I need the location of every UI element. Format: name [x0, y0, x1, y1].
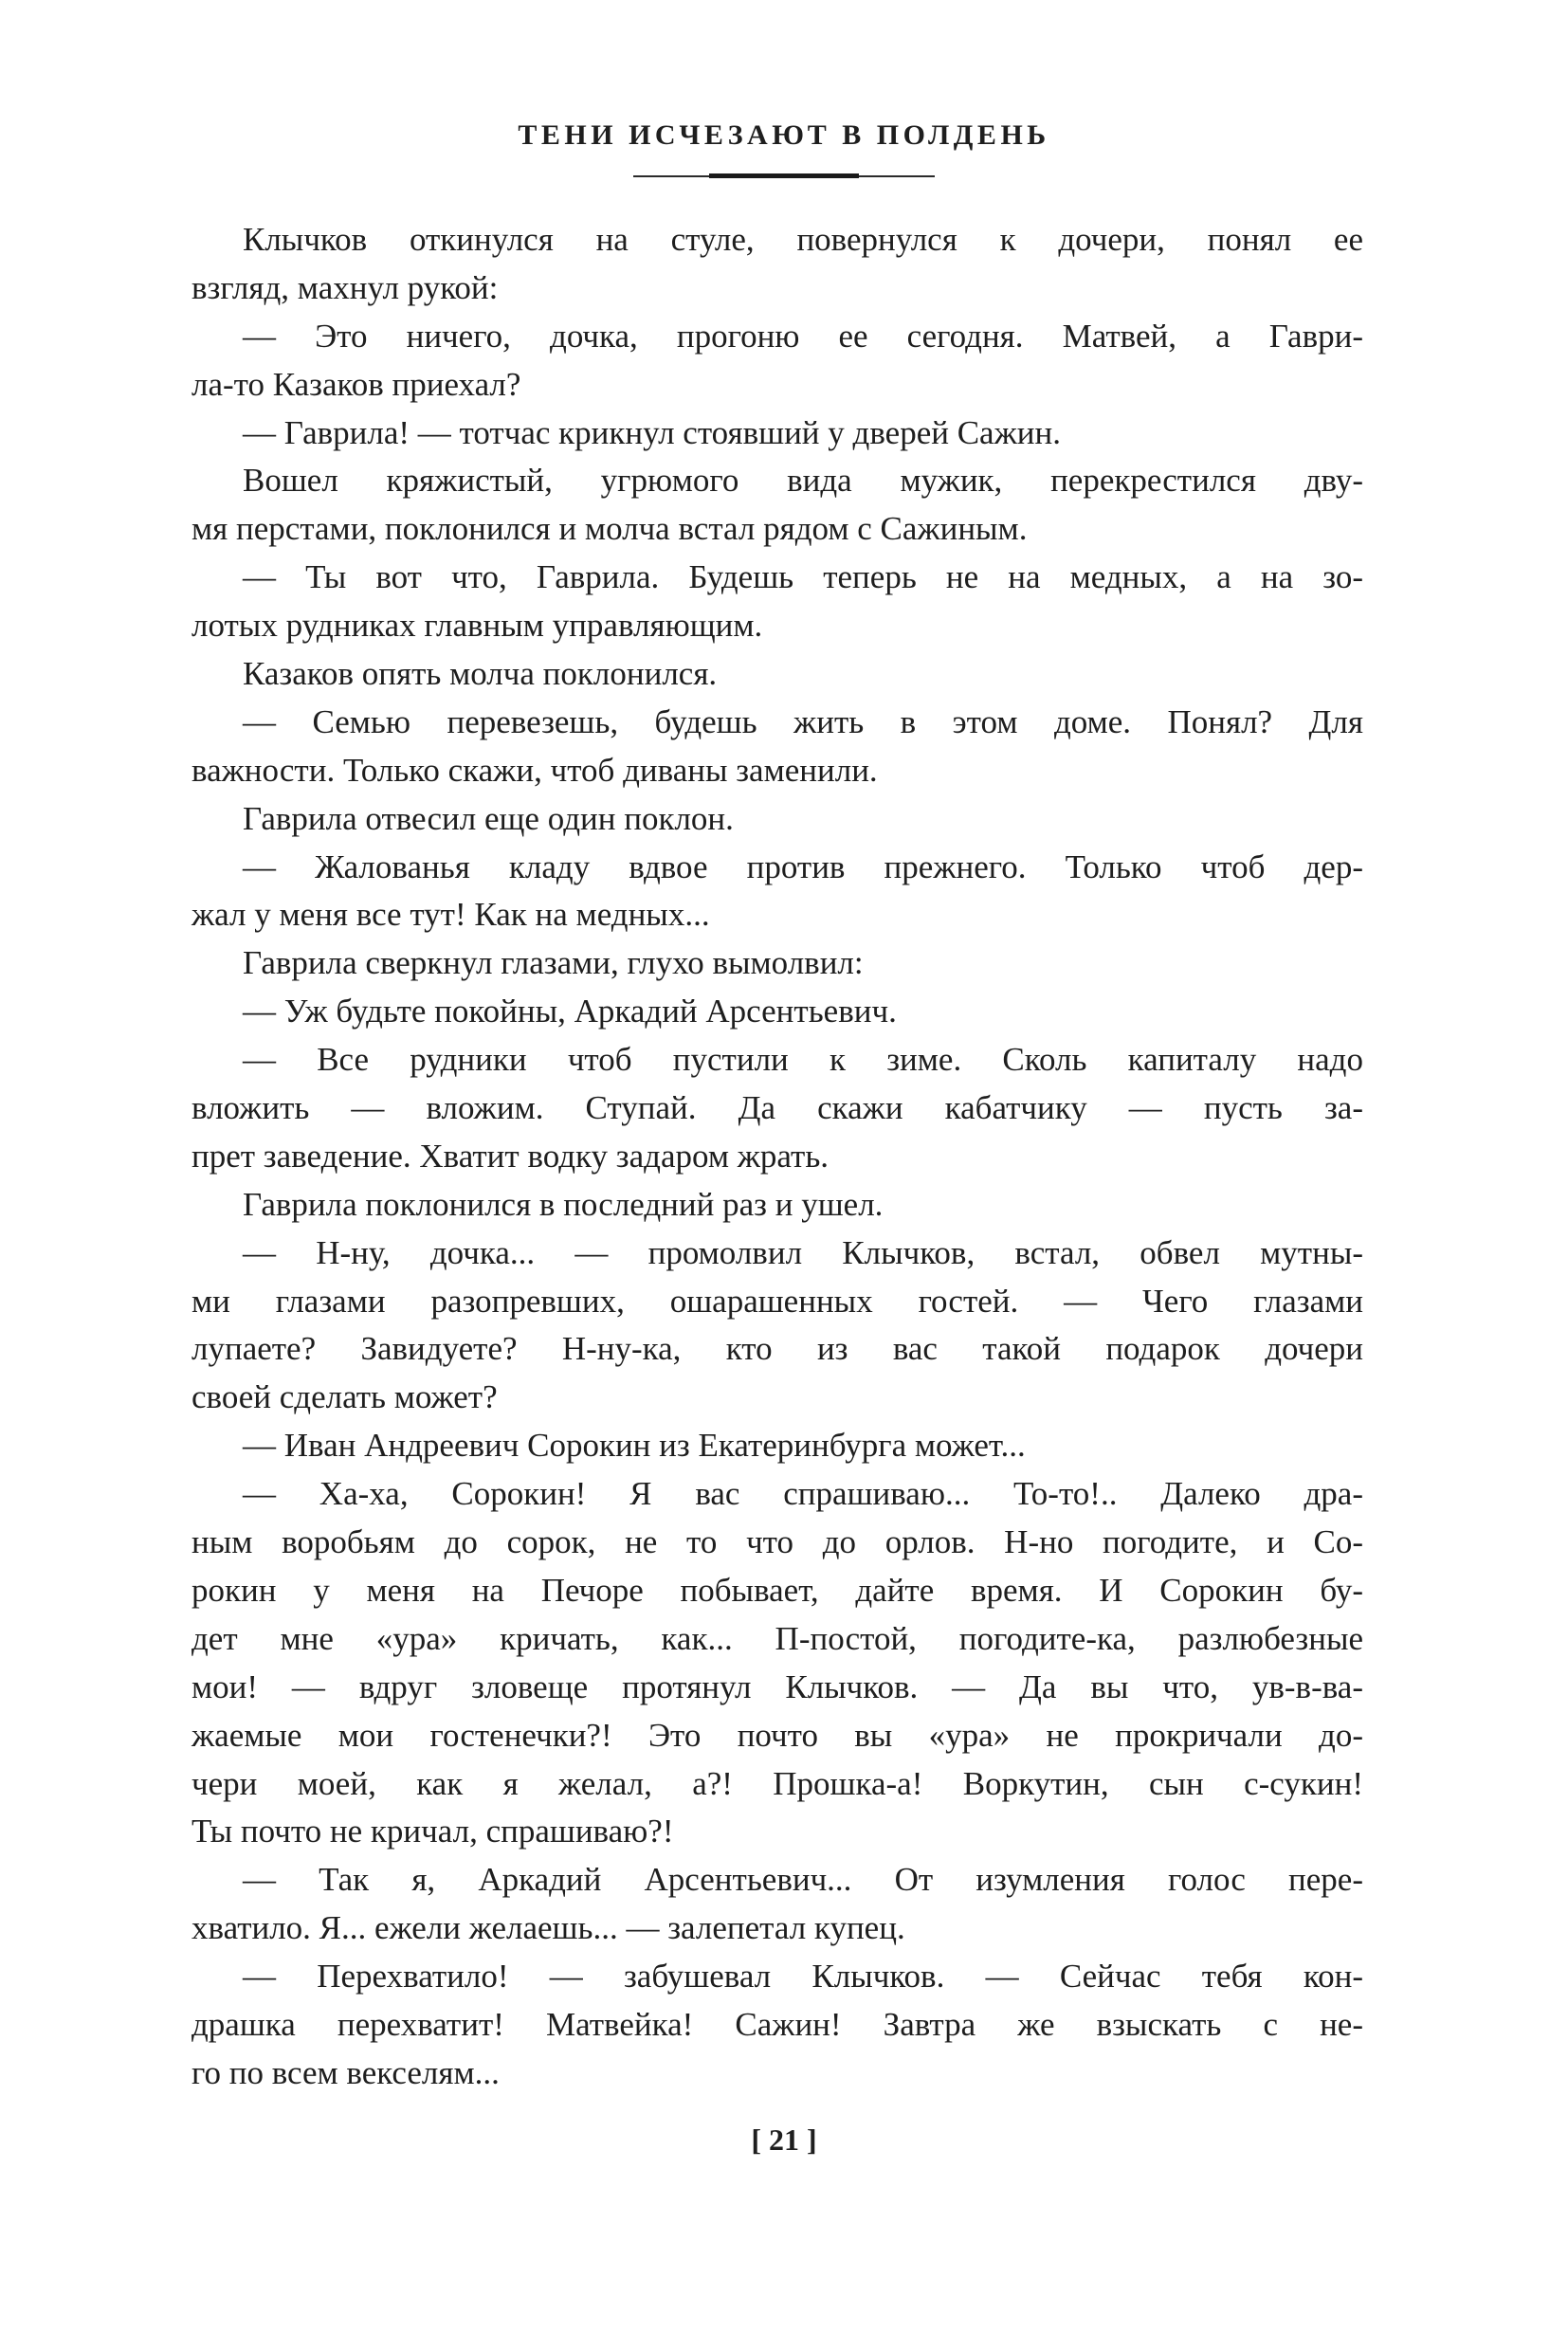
text-line: — Так я, Аркадий Арсентьевич... От изумления голос пере- [243, 1861, 1363, 1899]
text-line: — Семью перевезешь, будешь жить в этом доме. Понял? Для [243, 702, 1363, 740]
text-line: — Это ничего, дочка, прогоню ее сегодня. Матвей, а Гаври- [243, 317, 1363, 355]
text-line: вложить — вложим. Ступай. Да скажи кабатчику — пусть за- [191, 1089, 1363, 1127]
running-head: ТЕНИ ИСЧЕЗАЮТ В ПОЛДЕНЬ [518, 119, 1050, 151]
text-line: Ты почто не кричал, спрашиваю?! [191, 1813, 674, 1850]
body-text [191, 216, 1363, 2098]
text-line: драшка перехватит! Матвейка! Сажин! Завтра же взыскать с не- [191, 2005, 1363, 2043]
text-line: ла-то Казаков приехал? [191, 365, 521, 403]
head-rule-accent [709, 173, 859, 178]
text-line: — Гаврила! — тотчас крикнул стоявший у дверей Сажин. [243, 413, 1061, 451]
text-line: хватило. Я... ежели желаешь... — залепетал купец. [191, 1909, 905, 1947]
text-line: жал у меня все тут! Как на медных... [191, 896, 710, 934]
text-line: ным воробьям до сорок, не то что до орлов. Н-но погодите, и Со- [191, 1523, 1363, 1561]
text-line: рокин у меня на Печоре побывает, дайте время. И Сорокин бу- [191, 1571, 1363, 1609]
text-line: лупаете? Завидуете? Н-ну-ка, кто из вас такой подарок дочери [191, 1330, 1363, 1368]
text-line: дет мне «ура» кричать, как... П-постой, погодите-ка, разлюбезные [191, 1619, 1363, 1657]
text-line: — Н-ну, дочка... — промолвил Клычков, встал, обвел мутны- [243, 1233, 1363, 1271]
text-line: ми глазами разопревших, ошарашенных гостей. — Чего глазами [191, 1282, 1363, 1320]
text-line: Гаврила отвесил еще один поклон. [243, 799, 734, 837]
text-line: — Все рудники чтоб пустили к зиме. Сколь капиталу надо [243, 1041, 1363, 1079]
text-line: — Иван Андреевич Сорокин из Екатеринбурга может... [243, 1427, 1026, 1465]
text-line: — Ха-ха, Сорокин! Я вас спрашиваю... То-то!.. Далеко дра- [243, 1475, 1363, 1513]
text-line: своей сделать может? [191, 1378, 498, 1416]
text-line: мои! — вдруг зловеще протянул Клычков. — Да вы что, ув-в-ва- [191, 1668, 1363, 1705]
text-line: — Перехватило! — забушевал Клычков. — Сейчас тебя кон- [243, 1958, 1363, 1996]
text-line: Вошел кряжистый, угрюмого вида мужик, перекрестился дву- [243, 462, 1363, 500]
text-line: — Ты вот что, Гаврила. Будешь теперь не на медных, а на зо- [243, 558, 1363, 596]
text-line: — Уж будьте покойны, Аркадий Арсентьевич. [243, 993, 897, 1030]
text-line: чери моей, как я желал, а?! Прошка-а! Воркутин, сын с-сукин! [191, 1764, 1363, 1802]
text-line: — Жалованья кладу вдвое против прежнего. Только чтоб дер- [243, 847, 1363, 885]
text-line: Гаврила поклонился в последний раз и ушел. [243, 1185, 884, 1223]
text-line: Клычков откинулся на стуле, повернулся к дочери, понял ее [243, 221, 1363, 258]
text-line: важности. Только скажи, чтоб диваны заменили. [191, 751, 878, 789]
page-number: [ 21 ] [751, 2123, 817, 2157]
text-line: прет заведение. Хватит водку задаром жрать. [191, 1137, 830, 1175]
text-line: взгляд, махнул рукой: [191, 268, 499, 306]
text-line: лотых рудниках главным управляющим. [191, 607, 763, 645]
text-line: жаемые мои гостенечки?! Это почто вы «ура» не прокричали до- [191, 1716, 1363, 1754]
text-line: го по всем векселям... [191, 2053, 500, 2091]
text-line: Гаврила сверкнул глазами, глухо вымолвил: [243, 944, 864, 982]
text-line: Казаков опять молча поклонился. [243, 655, 718, 693]
text-line: мя перстами, поклонился и молча встал рядом с Сажиным. [191, 510, 1028, 548]
